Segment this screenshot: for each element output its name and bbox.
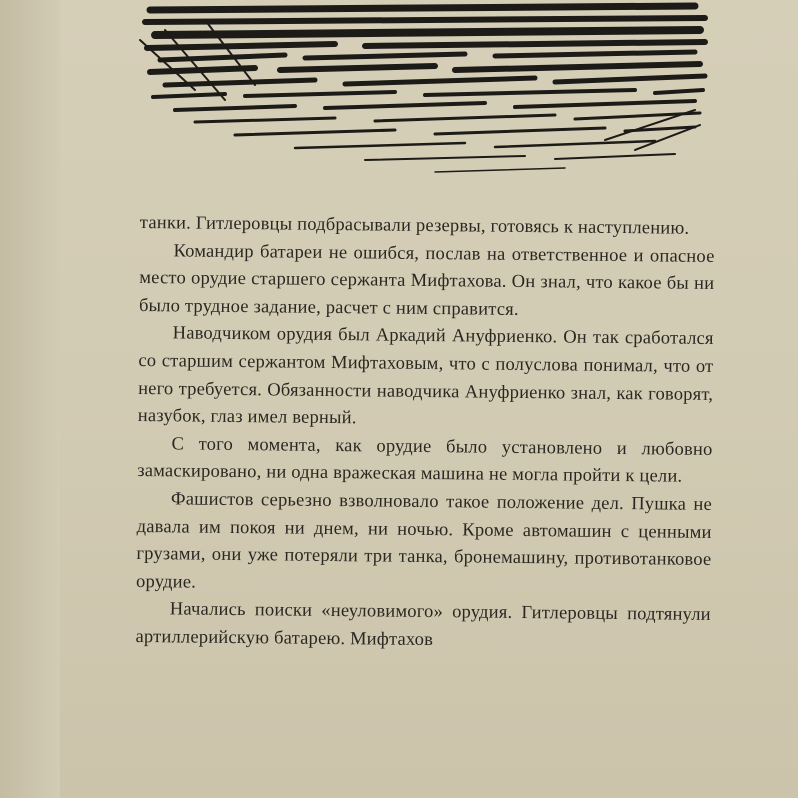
paragraph: Фашистов серьезно взволновало такое положение дел. Пушка не давала им покоя ни днем, ни ночью. Кроме автомашин с ценными грузами, они уже потеряли три танка, бронемашину, противотанковое орудие. bbox=[136, 489, 713, 593]
engraving-hatched-landscape-icon bbox=[135, 0, 710, 185]
paragraph: С того момента, как орудие было установлено и любовно замаскировано, ни одна вражеская машина не могла пройти к цели. bbox=[137, 434, 713, 488]
paragraph: Наводчиком орудия был Аркадий Ануфриенко. Он так сработался со старшим сержантом Мифтаховым, что с полуслова понимал, что от него требуется. Обязанности наводчика Ануфриенко знал, как говорят, назубок, глаз имел верный. bbox=[137, 323, 714, 429]
paragraph: танки. Гитлеровцы подбрасывали резервы, готовясь к наступлению. bbox=[139, 212, 690, 239]
paragraph: Начались поиски «неуловимого» орудия. Гитлеровцы подтянули артиллерийскую батарею. Мифтахов bbox=[135, 599, 711, 650]
paragraph: Командир батареи не ошибся, послав на ответственное и опасное место орудие старшего сержанта Мифтахова. Он знал, что какое бы ни было трудное задание, расчет с ним справится. bbox=[138, 240, 715, 320]
page-gutter bbox=[0, 0, 60, 798]
body-text bbox=[135, 210, 715, 657]
